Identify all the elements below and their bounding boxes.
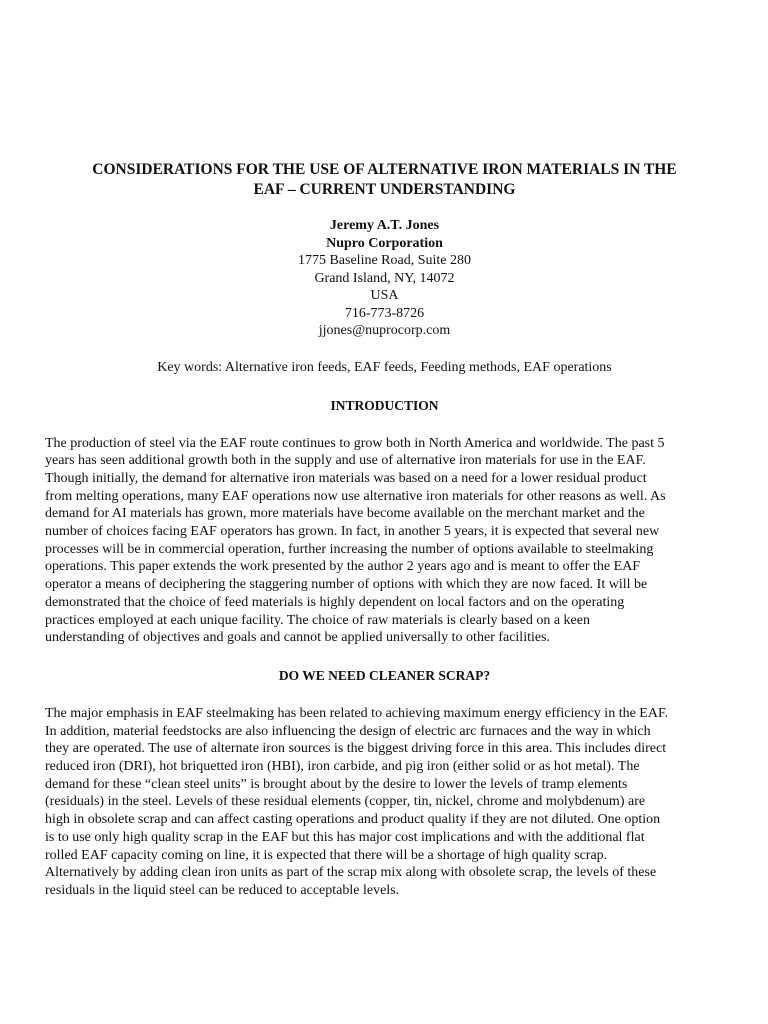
text-line: operator a means of deciphering the staggering number of options with which they are now faced. It will be	[45, 577, 648, 593]
text-line: they are operated. The use of alternate iron sources is the biggest driving force in this area. This includes direct	[45, 741, 667, 757]
text-line: understanding of objectives and goals and cannot be applied universally to other facilities.	[45, 630, 551, 646]
text-line: rolled EAF capacity coming on line, it is expected that there will be a shortage of high quality scrap.	[45, 847, 608, 863]
text-line: processes will be in commercial operation, further increasing the number of options available to steelmaking	[45, 541, 654, 557]
text-line: demand for AI materials has grown, more materials have become available on the merchant market and the	[45, 506, 645, 522]
text-line: The production of steel via the EAF route continues to grow both in North America and worldwide. The past 5	[45, 435, 665, 451]
title-line: CONSIDERATIONS FOR THE USE OF ALTERNATIVE IRON MATERIALS IN THE	[92, 161, 677, 178]
author-address-line2: Grand Island, NY, 14072	[314, 270, 455, 286]
author-name: Jeremy A.T. Jones	[329, 218, 440, 233]
author-address-line1: 1775 Baseline Road, Suite 280	[297, 253, 472, 268]
text-line: residuals in the liquid steel can be reduced to acceptable levels.	[45, 882, 400, 898]
text-line: is to use only high quality scrap in the EAF but this has major cost implications and with the additional flat	[45, 829, 645, 845]
text-line: years has seen additional growth both in the supply and use of alternative iron materials for use in the EAF.	[45, 453, 646, 469]
text-line: number of choices facing EAF operators has grown. In fact, in another 5 years, it is expected that several new	[45, 524, 660, 540]
section-heading-cleaner-scrap: DO WE NEED CLEANER SCRAP?	[278, 667, 491, 683]
text-line: operations. This paper extends the work presented by the author 2 years ago and is meant to offer the EAF	[45, 559, 641, 575]
text-line: demand for these “clean steel units” is brought about by the desire to lower the levels of tramp elements	[45, 776, 628, 792]
text-line: practices employed at each unique facility. The choice of raw materials is clearly based on a keen	[45, 612, 590, 628]
text-line: high in obsolete scrap and can affect casting operations and product quality if they are not diluted. One option	[45, 812, 661, 828]
text-line: (residuals) in the steel. Levels of these residual elements (copper, tin, nickel, chrome and molybdenum) are	[45, 794, 646, 810]
author-company: Nupro Corporation	[326, 235, 443, 251]
text-line: demonstrated that the choice of feed materials is highly dependent on local factors and on the operating	[45, 594, 625, 610]
text-line: Though initially, the demand for alternative iron materials was based on a need for a lower residual product	[45, 470, 647, 486]
text-line: Alternatively by adding clean iron units as part of the scrap mix along with obsolete scrap, the levels of these	[45, 865, 657, 881]
introduction-paragraph	[45, 435, 724, 647]
title-line: EAF – CURRENT UNDERSTANDING	[253, 181, 516, 198]
text-line: from melting operations, many EAF operations now use alternative iron materials for other reasons as well. As	[45, 488, 666, 504]
text-line: reduced iron (DRI), hot briquetted iron (HBI), iron carbide, and pig iron (either solid or as hot metal). The	[45, 759, 640, 775]
text-line: The major emphasis in EAF steelmaking has been related to achieving maximum energy efficiency in the EAF.	[45, 705, 669, 721]
author-email: jjones@nuprocorp.com	[318, 323, 451, 338]
section-heading-introduction: INTRODUCTION	[330, 397, 439, 413]
author-country: USA	[370, 288, 399, 303]
text-line: In addition, material feedstocks are also influencing the design of electric arc furnaces and the way in which	[45, 723, 651, 739]
author-phone: 716-773-8726	[344, 305, 425, 321]
paper-title	[45, 160, 724, 200]
cleaner-scrap-paragraph	[45, 705, 724, 900]
keywords: Key words: Alternative iron feeds, EAF feeds, Feeding methods, EAF operations	[157, 359, 612, 375]
author-block	[45, 217, 724, 340]
